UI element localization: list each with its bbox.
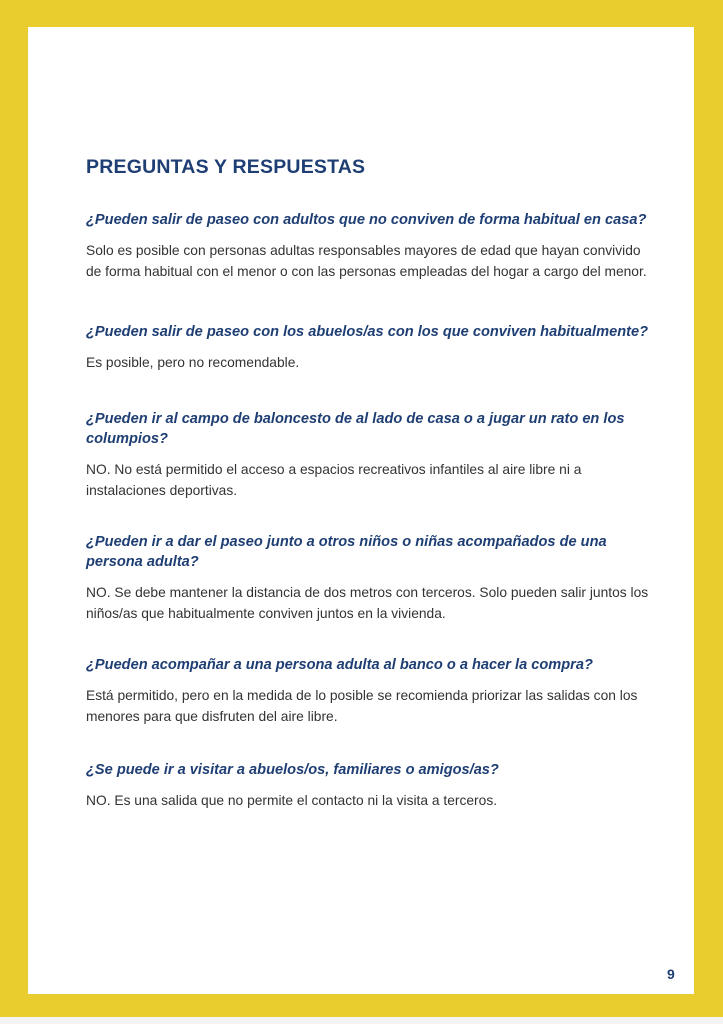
qa-section (86, 155, 656, 811)
qa-item (86, 409, 656, 501)
answer: NO. Se debe mantener la distancia de dos metros con terceros. Solo pueden salir juntos los niños/as que habitualmente conviven juntos en la vivienda. (86, 585, 649, 621)
qa-item (86, 532, 656, 624)
document-page (28, 27, 694, 994)
qa-item (86, 655, 656, 727)
qa-item (86, 322, 656, 373)
answer: NO. No está permitido el acceso a espacios recreativos infantiles al aire libre ni a instalaciones deportivas. (86, 462, 582, 498)
page-title: PREGUNTAS Y RESPUESTAS (86, 156, 366, 178)
answer: NO. Es una salida que no permite el contacto ni la visita a terceros. (86, 793, 498, 808)
answer: Solo es posible con personas adultas responsables mayores de edad que hayan convivido de forma habitual con el menor o con las personas empleadas del hogar a cargo del menor. (86, 243, 647, 279)
question: ¿Pueden ir al campo de baloncesto de al lado de casa o a jugar un rato en los columpios? (86, 411, 625, 447)
answer: Es posible, pero no recomendable. (86, 355, 300, 370)
question: ¿Se puede ir a visitar a abuelos/os, familiares o amigos/as? (86, 762, 499, 778)
question: ¿Pueden salir de paseo con adultos que no conviven de forma habitual en casa? (86, 212, 647, 228)
page-number: 9 (667, 966, 675, 982)
qa-item (86, 760, 656, 811)
bottom-strip (0, 1017, 723, 1024)
question: ¿Pueden salir de paseo con los abuelos/as con los que conviven habitualmente? (86, 324, 649, 340)
question: ¿Pueden ir a dar el paseo junto a otros niños o niñas acompañados de una persona adulta? (86, 534, 607, 570)
qa-item (86, 210, 656, 282)
question: ¿Pueden acompañar a una persona adulta al banco o a hacer la compra? (86, 657, 593, 673)
answer: Está permitido, pero en la medida de lo posible se recomienda priorizar las salidas con los menores para que disfruten del aire libre. (86, 688, 638, 724)
